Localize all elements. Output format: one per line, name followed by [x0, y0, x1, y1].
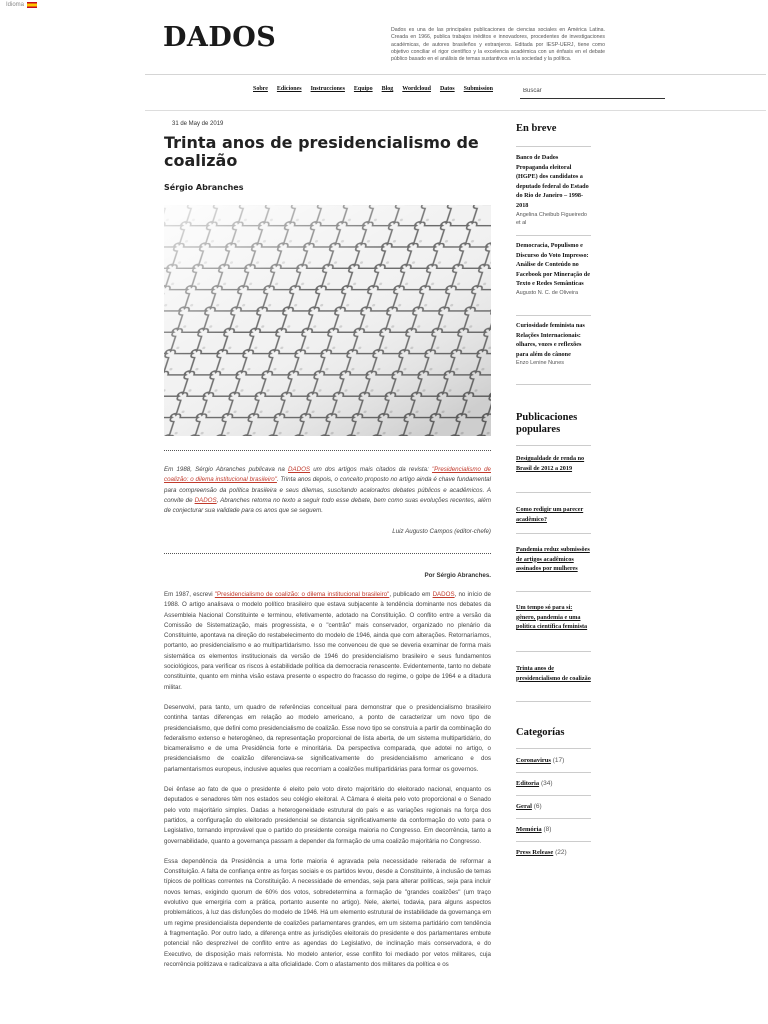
nav-item-blog[interactable]: Blog [381, 86, 394, 92]
intro-text: , Abranches retoma no texto a seguir todo esse debate, bem como suas evoluções recentes, além de conjecturar sua validade para os anos que se seguem. [164, 496, 491, 515]
article-link[interactable]: "Presidencialismo de coalizão: o dilema institucional brasileiro" [214, 591, 390, 598]
nav-item-equipo[interactable]: Equipo [353, 86, 373, 92]
body-paragraph [164, 590, 491, 693]
brief-item[interactable] [516, 241, 592, 297]
sidebar-rule [516, 841, 591, 842]
brief-title[interactable]: Banco de Dados Propaganda eleitoral (HGPE) dos candidatos a deputado federal do Estado do Rio de Janeiro – 1998-2018 [516, 154, 589, 209]
nav-item-wordcloud[interactable]: Wordcloud [402, 86, 431, 92]
dados-link[interactable]: DADOS [288, 466, 311, 473]
language-label[interactable]: Idioma [6, 2, 25, 8]
nav-item-instrucciones[interactable]: Instrucciones [310, 86, 345, 92]
popular-heading: Publicaciones populares [516, 412, 578, 435]
article-byline: Por Sérgio Abranches. [424, 572, 491, 579]
category-link[interactable]: Editoria [516, 780, 540, 787]
brief-title[interactable]: Democracia, Populismo e Discurso do Voto Impresso: Análise de Conteúdo no Facebook por Mineração de Texto e Redes Semânticas [516, 242, 590, 288]
body-paragraph: Dei ênfase ao fato de que o presidente é eleito pelo voto direto majoritário do eleitorado nacional, enquanto os deputados e senadores têm nos estados seu colégio eleitoral. A Câmara é eleita pelo voto proporcional e o Senado pelo voto majoritário simples. Dadas a heterogeneidade estrutural do país e as variações regionais na força dos partidos, a configuração do eleitorado presidencial se distancia significativamente da conformação do voto para o Legislativo, tornando improvável que o partido do presidente consiga maioria no Congresso. Em decorrência, tanto a governabilidade, quanto a governança passam a depender da formação de uma coalizão majoritária no Congresso. [164, 786, 491, 845]
intro-paragraph [164, 465, 491, 516]
sidebar-rule [516, 748, 591, 749]
article-title: Trinta anos de presidencialismo de coalizão [164, 133, 479, 170]
category-item [516, 826, 551, 833]
category-link[interactable]: Memória [516, 826, 542, 833]
sidebar-rule [516, 651, 591, 652]
nav-item-sobre[interactable]: Sobre [253, 86, 268, 92]
sidebar-rule [516, 772, 591, 773]
intro-text: . Trinta anos depois, o conceito proposto no artigo ainda é chave fundamental para compreensão da política brasileira e seus dilemas, suscitando acalorados debates públicos e acadêmicos. A convite de [164, 476, 491, 504]
sidebar-rule [516, 315, 591, 316]
article-author: Sérgio Abranches [164, 183, 244, 192]
header-divider [145, 74, 766, 75]
sidebar-rule [516, 492, 591, 493]
intro-text: Em 1988, Sérgio Abranches publicava na [164, 466, 289, 473]
category-item [516, 803, 542, 810]
body-paragraph: Essa dependência da Presidência a uma forte maioria é agravada pela necessidade reiterada de reformar a Constituição. A falta de confiança entre as forças sociais e os partidos levou, desde a Constituinte, à inclusão de temas típicos de políticas correntes na Constituição. A necessidade de emendas, seja para alterar políticas, seja para incluir novos temas, exigindo quorum de 60% dos votos, sobredetermina a formação de "grandes coalizões" (um traço evolutivo que emergiria com a prática, portanto ausente no artigo). Nele, alertei, todavia, para alguns aspectos problemáticos, à luz das disfunções do modelo de 1946. Há um elemento estrutural de instabilidade da governança em um regime presidencialista dependente de coalizões parlamentares grandes, em um sistema partidário com tendência à fragmentação. Por outro lado, a diferença entre as jurisdições eleitorais do presidente e dos parlamentares embute potencial não desprezível de conflito entre as agendas do Legislativo, de inclinação mais conservadora, e do Executivo, de disposição mais reformista. No modelo anterior, esse conflito foi mediado por vetos militares, cuja recorrência politizava e radicalizava a alta oficialidade. Com o afastamento dos militares da política e os [164, 857, 491, 968]
brief-title[interactable]: Curiosidade feminista nas Relações Internacionais: olhares, vozes e reflexões para além do cânone [516, 322, 585, 358]
popular-item[interactable]: Trinta anos de presidencialismo de coalizão [516, 665, 591, 682]
intro-text: um dos artigos mais citados da revista: [310, 466, 432, 473]
sidebar-rule [516, 445, 591, 446]
intro-divider-bottom [164, 553, 491, 554]
popular-item[interactable]: Um tempo só para si: gênero, pandemia e uma política científica feminista [516, 604, 588, 631]
body-text: , no início de 1988. O artigo analisava o modelo político brasileiro que estava subjacente à tendência dominante nos debates da Assembleia Nacional Constituinte e terminou, efetivamente, adotado na Constituição. O conflito entre a versão da Comissão de Sistematização, mais progressista, e o "centrão" mais conservador, organizado no plenário da Constituinte, apontava na direção do restabelecimento do modelo de 1946, ainda que com alterações. Retornaríamos, portanto, ao presidencialismo e ao multipartidarismo. Isso me convenceu de que se deveria examinar de forma mais sistemática os elementos institucionais da versão de 1946 do presidencialismo brasileiro e seus fundamentos sociológicos, para verificar os riscos à estabilidade política da democracia renascente. Evidentemente, tanto no debate constituinte, quanto em minha visão estava presente o espectro do fracasso do regime, o golpe de 1964 e a ditadura militar. [164, 591, 491, 691]
en-breve-heading: En breve [516, 123, 557, 134]
category-count: (34) [540, 780, 553, 787]
spain-flag-icon[interactable] [27, 2, 37, 8]
sidebar-rule [516, 591, 591, 592]
body-text: , publicado em [389, 591, 433, 598]
intro-signature: Luiz Augusto Campos (editor-chefe) [392, 528, 491, 535]
site-description: Dados es una de las principales publicaciones de ciencias sociales en América Latina. Creada en 1966, publica trabajos inéditos e innovadores, procedentes de investigaciones académicas, de autores brasileños y extranjeros. Editada por IESP-UERJ, tiene como objetivo conciliar el rigor científico y la excelencia académica con un énfasis en el debate público basado en el análisis de temas sustantivos en la sociedad y la política. [391, 27, 605, 63]
popular-item[interactable]: Desigualdade de renda no Brasil de 2012 a 2019 [516, 455, 585, 472]
category-count: (22) [555, 849, 567, 856]
category-item [516, 757, 564, 764]
categories-heading: Categorías [516, 727, 565, 738]
nav-item-datos[interactable]: Datos [439, 86, 455, 92]
dados-link[interactable]: DADOS [432, 591, 455, 598]
category-link[interactable]: Coronavirus [516, 757, 551, 764]
category-item [516, 780, 553, 787]
nav-item-submission[interactable]: Submission [463, 86, 493, 92]
dados-link[interactable]: DADOS [194, 496, 217, 504]
brief-author: Augusto N. C. de Oliveira [516, 289, 579, 296]
brief-item[interactable] [516, 153, 592, 227]
sidebar-rule [516, 146, 591, 147]
body-paragraph: Desenvolvi, para tanto, um quadro de referências conceitual para demonstrar que o presidencialismo brasileiro continha tantas diferenças em relação ao modelo americano, a ponto de caracterizar um novo tipo de presidencialismo, que defini como presidencialismo de coalizão. Esse novo tipo se construía a partir da combinação do federalismo extenso e heterogêneo, da representação proporcional de lista aberta, de um sistema multipartidário, do bicameralismo e de uma Presidência forte e minoritária. Da perspectiva comparada, que adotei no artigo, o presidencialismo de coalizão diferenciava-se significativamente do presidencialismo americano e dos parlamentarismos europeus, inclusive aqueles que recorriam a coalizões multipartidárias para formar os governos. [164, 703, 491, 773]
puzzle-image [164, 205, 491, 436]
sidebar-rule [516, 818, 591, 819]
category-count: (8) [543, 826, 552, 833]
intro-divider-top [164, 450, 491, 451]
article-link[interactable]: "Presidencialismo de coalizão: o dilema institucional brasileiro" [164, 466, 491, 484]
category-count: (6) [533, 803, 542, 810]
category-item [516, 849, 567, 856]
sidebar-rule [516, 795, 591, 796]
sidebar-rule [516, 533, 591, 534]
brief-item[interactable] [516, 321, 592, 367]
category-link[interactable]: Geral [516, 803, 532, 810]
sidebar-rule [516, 235, 591, 236]
main-nav [253, 86, 493, 92]
popular-item[interactable]: Pandemia reduz submissões de artigos acadêmicos assinados por mulheres [516, 546, 590, 573]
category-count: (17) [552, 757, 565, 764]
nav-item-ediciones[interactable]: Ediciones [276, 86, 302, 92]
category-link[interactable]: Press Release [516, 849, 554, 856]
site-logo[interactable]: DADOS [163, 22, 277, 53]
language-selector[interactable] [6, 2, 37, 8]
article-date: 31 de May de 2019 [172, 121, 224, 127]
sidebar-rule [516, 701, 591, 702]
body-text: Em 1987, escrevi [164, 591, 215, 598]
search-input[interactable] [520, 83, 665, 99]
sidebar-rule [516, 384, 591, 385]
nav-divider [145, 110, 766, 111]
brief-author: Angelina Cheibub Figueiredo et al [516, 211, 587, 226]
article-body [164, 590, 491, 980]
popular-item[interactable]: Como redigir um parecer acadêmico? [516, 506, 584, 523]
brief-author: Enzo Lenine Nunes [516, 360, 565, 367]
